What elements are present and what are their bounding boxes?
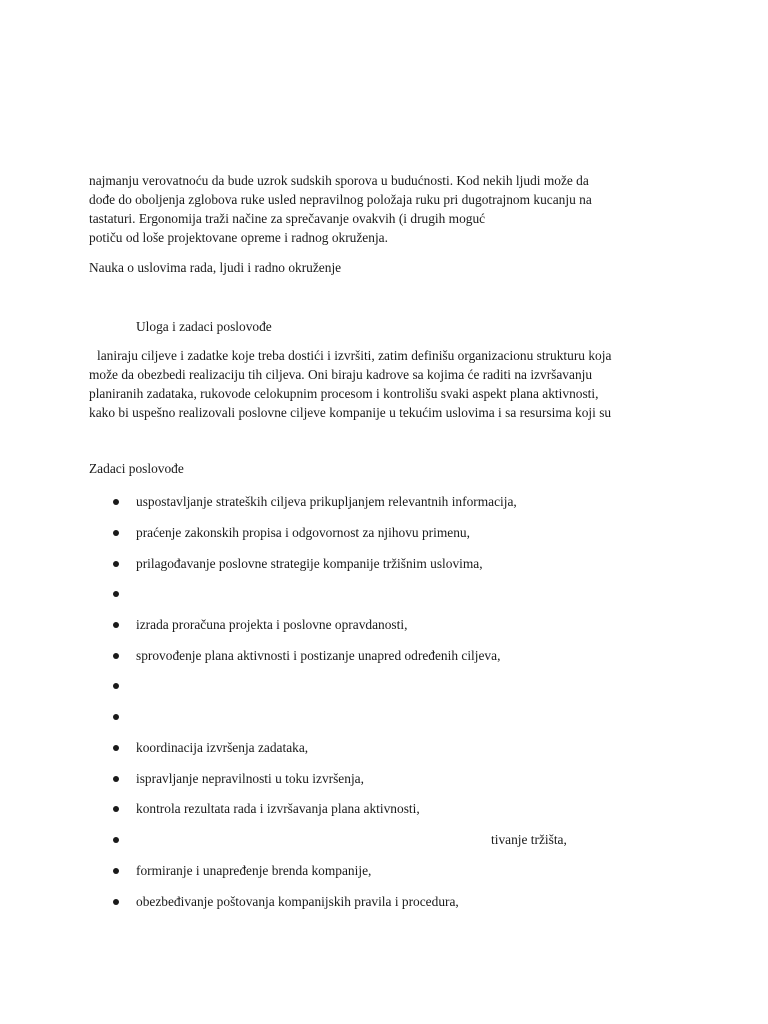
- role-line-2: može da obezbedi realizaciju tih ciljeva. Oni biraju kadrove sa kojima će raditi na izvršavanju: [89, 367, 593, 382]
- bullet-icon: [113, 776, 119, 782]
- ergonomics-definition: Nauka o uslovima rada, ljudi i radno okruženje: [89, 260, 342, 275]
- bullet-icon: [113, 837, 119, 843]
- intro-line-4: potiču od loše projektovane opreme i radnog okruženja.: [89, 230, 388, 245]
- bullet-icon: [113, 530, 119, 536]
- bullet-icon: [113, 745, 119, 751]
- bullet-icon: [113, 683, 119, 689]
- role-line-1: laniraju ciljeve i zadatke koje treba dostići i izvršiti, zatim definišu organizacionu strukturu koja: [97, 348, 612, 363]
- bullet-icon: [113, 899, 119, 905]
- intro-line-1: najmanju verovatnoću da bude uzrok sudskih sporova u budućnosti. Kod nekih ljudi može da: [89, 173, 589, 188]
- intro-line-2: dođe do oboljenja zglobova ruke usled nepravilnog položaja ruku pri dugotrajnom kucanju na: [89, 192, 592, 207]
- bullet-icon: [113, 499, 119, 505]
- section-heading: Uloga i zadaci poslovođe: [136, 319, 272, 334]
- bullet-icon: [113, 591, 119, 597]
- bullet-icon: [113, 714, 119, 720]
- bullet-icon: [113, 653, 119, 659]
- role-line-4: kako bi uspešno realizovali poslovne ciljeve kompanije u tekućim uslovima i sa resursima koji su: [89, 405, 612, 420]
- role-line-3: planiranih zadataka, rukovode celokupnim procesom i kontrolišu svaki aspekt plana aktivnosti,: [89, 386, 599, 401]
- bullet-icon: [113, 806, 119, 812]
- tasks-heading: Zadaci poslovođe: [89, 461, 184, 476]
- bullet-icon: [113, 561, 119, 567]
- bullet-icon: [113, 868, 119, 874]
- intro-line-3: tastaturi. Ergonomija traži načine za sprečavanje ovakvih (i drugih moguć: [89, 211, 486, 226]
- bullet-icon: [113, 622, 119, 628]
